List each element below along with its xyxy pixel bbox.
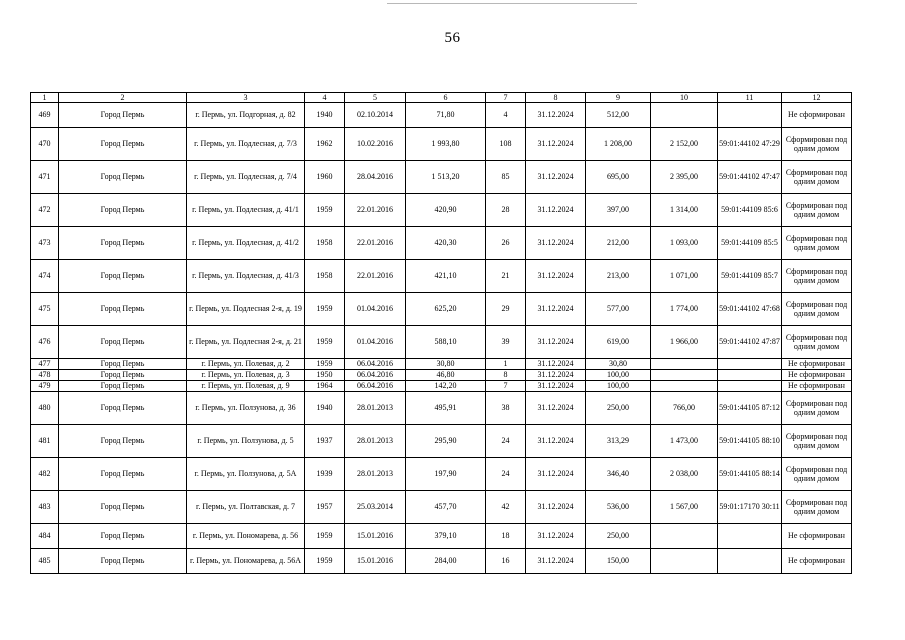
column-header-1: 1 — [31, 93, 59, 103]
municipality-cell: Город Пермь — [59, 381, 187, 392]
column-header-5: 5 — [345, 93, 406, 103]
land-area-cell — [651, 524, 718, 549]
date-cell: 22.01.2016 — [345, 260, 406, 293]
land-status-cell: Сформирован под одним домом — [782, 227, 852, 260]
column-header-2: 2 — [59, 93, 187, 103]
row-number-cell: 475 — [31, 293, 59, 326]
cadastral-number-cell: 59:01:44105 88:10 — [718, 425, 782, 458]
address-cell: г. Пермь, ул. Подлесная, д. 41/1 — [187, 194, 305, 227]
year-built-cell: 1958 — [305, 260, 345, 293]
table-row — [31, 392, 852, 425]
top-rule — [387, 3, 637, 4]
address-cell: г. Пермь, ул. Ползунова, д. 5А — [187, 458, 305, 491]
date-cell: 10.02.2016 — [345, 128, 406, 161]
land-status-cell: Сформирован под одним домом — [782, 392, 852, 425]
residents-cell: 16 — [486, 549, 526, 574]
amount-cell: 100,00 — [586, 370, 651, 381]
land-area-cell — [651, 103, 718, 128]
cadastral-number-cell — [718, 103, 782, 128]
land-status-cell: Сформирован под одним домом — [782, 161, 852, 194]
deadline-cell: 31.12.2024 — [526, 227, 586, 260]
land-area-cell: 1 071,00 — [651, 260, 718, 293]
land-area-cell — [651, 549, 718, 574]
address-cell: г. Пермь, ул. Подгорная, д. 82 — [187, 103, 305, 128]
municipality-cell: Город Пермь — [59, 458, 187, 491]
year-built-cell: 1950 — [305, 370, 345, 381]
land-status-cell: Сформирован под одним домом — [782, 491, 852, 524]
row-number-cell: 479 — [31, 381, 59, 392]
land-status-cell: Не сформирован — [782, 381, 852, 392]
land-area-cell — [651, 370, 718, 381]
column-header-7: 7 — [486, 93, 526, 103]
row-number-cell: 478 — [31, 370, 59, 381]
residents-cell: 4 — [486, 103, 526, 128]
year-built-cell: 1957 — [305, 491, 345, 524]
deadline-cell: 31.12.2024 — [526, 458, 586, 491]
address-cell: г. Пермь, ул. Подлесная, д. 7/3 — [187, 128, 305, 161]
date-cell: 28.01.2013 — [345, 392, 406, 425]
cadastral-number-cell: 59:01:44102 47:87 — [718, 326, 782, 359]
land-area-cell — [651, 381, 718, 392]
municipality-cell: Город Пермь — [59, 128, 187, 161]
date-cell: 28.04.2016 — [345, 161, 406, 194]
residents-cell: 18 — [486, 524, 526, 549]
year-built-cell: 1937 — [305, 425, 345, 458]
area-cell: 142,20 — [406, 381, 486, 392]
column-header-11: 11 — [718, 93, 782, 103]
amount-cell: 1 208,00 — [586, 128, 651, 161]
column-header-9: 9 — [586, 93, 651, 103]
cadastral-number-cell — [718, 381, 782, 392]
table-row — [31, 370, 852, 381]
cadastral-number-cell: 59:01:44109 85:7 — [718, 260, 782, 293]
row-number-cell: 472 — [31, 194, 59, 227]
land-area-cell: 2 152,00 — [651, 128, 718, 161]
row-number-cell: 473 — [31, 227, 59, 260]
date-cell: 01.04.2016 — [345, 293, 406, 326]
amount-cell: 346,40 — [586, 458, 651, 491]
date-cell: 22.01.2016 — [345, 194, 406, 227]
deadline-cell: 31.12.2024 — [526, 293, 586, 326]
address-cell: г. Пермь, ул. Пономарева, д. 56А — [187, 549, 305, 574]
residents-cell: 42 — [486, 491, 526, 524]
year-built-cell: 1964 — [305, 381, 345, 392]
cadastral-number-cell — [718, 359, 782, 370]
area-cell: 625,20 — [406, 293, 486, 326]
row-number-cell: 480 — [31, 392, 59, 425]
area-cell: 1 513,20 — [406, 161, 486, 194]
residents-cell: 39 — [486, 326, 526, 359]
land-status-cell: Сформирован под одним домом — [782, 260, 852, 293]
date-cell: 06.04.2016 — [345, 359, 406, 370]
deadline-cell: 31.12.2024 — [526, 370, 586, 381]
address-cell: г. Пермь, ул. Подлесная, д. 7/4 — [187, 161, 305, 194]
row-number-cell: 469 — [31, 103, 59, 128]
column-header-3: 3 — [187, 93, 305, 103]
address-cell: г. Пермь, ул. Подлесная 2-я, д. 19 — [187, 293, 305, 326]
area-cell: 421,10 — [406, 260, 486, 293]
land-area-cell: 1 314,00 — [651, 194, 718, 227]
table-row — [31, 293, 852, 326]
table-row — [31, 549, 852, 574]
table-row — [31, 128, 852, 161]
land-area-cell: 2 038,00 — [651, 458, 718, 491]
amount-cell: 313,29 — [586, 425, 651, 458]
row-number-cell: 482 — [31, 458, 59, 491]
address-cell: г. Пермь, ул. Подлесная 2-я, д. 21 — [187, 326, 305, 359]
date-cell: 22.01.2016 — [345, 227, 406, 260]
table-row — [31, 425, 852, 458]
address-cell: г. Пермь, ул. Полевая, д. 2 — [187, 359, 305, 370]
land-status-cell: Не сформирован — [782, 359, 852, 370]
land-status-cell: Не сформирован — [782, 524, 852, 549]
date-cell: 15.01.2016 — [345, 549, 406, 574]
year-built-cell: 1960 — [305, 161, 345, 194]
amount-cell: 100,00 — [586, 381, 651, 392]
deadline-cell: 31.12.2024 — [526, 381, 586, 392]
cadastral-number-cell — [718, 370, 782, 381]
deadline-cell: 31.12.2024 — [526, 491, 586, 524]
year-built-cell: 1939 — [305, 458, 345, 491]
cadastral-number-cell: 59:01:44102 47:68 — [718, 293, 782, 326]
amount-cell: 512,00 — [586, 103, 651, 128]
area-cell: 457,70 — [406, 491, 486, 524]
land-area-cell: 1 567,00 — [651, 491, 718, 524]
land-area-cell: 766,00 — [651, 392, 718, 425]
amount-cell: 250,00 — [586, 392, 651, 425]
residents-cell: 38 — [486, 392, 526, 425]
address-cell: г. Пермь, ул. Полевая, д. 9 — [187, 381, 305, 392]
year-built-cell: 1959 — [305, 326, 345, 359]
table-row — [31, 103, 852, 128]
table-row — [31, 260, 852, 293]
row-number-cell: 476 — [31, 326, 59, 359]
deadline-cell: 31.12.2024 — [526, 103, 586, 128]
year-built-cell: 1940 — [305, 103, 345, 128]
date-cell: 06.04.2016 — [345, 381, 406, 392]
column-header-12: 12 — [782, 93, 852, 103]
amount-cell: 536,00 — [586, 491, 651, 524]
cadastral-number-cell: 59:01:44105 88:14 — [718, 458, 782, 491]
deadline-cell: 31.12.2024 — [526, 161, 586, 194]
table-body — [31, 93, 852, 574]
cadastral-number-cell — [718, 549, 782, 574]
deadline-cell: 31.12.2024 — [526, 194, 586, 227]
year-built-cell: 1959 — [305, 549, 345, 574]
municipality-cell: Город Пермь — [59, 326, 187, 359]
column-header-10: 10 — [651, 93, 718, 103]
cadastral-number-cell: 59:01:44102 47:47 — [718, 161, 782, 194]
date-cell: 01.04.2016 — [345, 326, 406, 359]
cadastral-number-cell: 59:01:44102 47:29 — [718, 128, 782, 161]
date-cell: 25.03.2014 — [345, 491, 406, 524]
municipality-cell: Город Пермь — [59, 549, 187, 574]
row-number-cell: 483 — [31, 491, 59, 524]
residents-cell: 26 — [486, 227, 526, 260]
address-cell: г. Пермь, ул. Подлесная, д. 41/3 — [187, 260, 305, 293]
municipality-cell: Город Пермь — [59, 524, 187, 549]
land-status-cell: Сформирован под одним домом — [782, 458, 852, 491]
address-cell: г. Пермь, ул. Полтавская, д. 7 — [187, 491, 305, 524]
land-area-cell: 1 774,00 — [651, 293, 718, 326]
date-cell: 02.10.2014 — [345, 103, 406, 128]
residents-cell: 24 — [486, 458, 526, 491]
residents-cell: 8 — [486, 370, 526, 381]
area-cell: 71,80 — [406, 103, 486, 128]
housing-register-table — [30, 92, 852, 574]
table-row — [31, 524, 852, 549]
land-area-cell — [651, 359, 718, 370]
municipality-cell: Город Пермь — [59, 491, 187, 524]
amount-cell: 619,00 — [586, 326, 651, 359]
year-built-cell: 1959 — [305, 524, 345, 549]
residents-cell: 21 — [486, 260, 526, 293]
residents-cell: 29 — [486, 293, 526, 326]
deadline-cell: 31.12.2024 — [526, 359, 586, 370]
amount-cell: 695,00 — [586, 161, 651, 194]
table-row — [31, 227, 852, 260]
residents-cell: 7 — [486, 381, 526, 392]
amount-cell: 250,00 — [586, 524, 651, 549]
land-area-cell: 1 473,00 — [651, 425, 718, 458]
area-cell: 588,10 — [406, 326, 486, 359]
column-header-8: 8 — [526, 93, 586, 103]
year-built-cell: 1959 — [305, 293, 345, 326]
amount-cell: 212,00 — [586, 227, 651, 260]
table-row — [31, 326, 852, 359]
municipality-cell: Город Пермь — [59, 103, 187, 128]
cadastral-number-cell: 59:01:44109 85:6 — [718, 194, 782, 227]
year-built-cell: 1940 — [305, 392, 345, 425]
table-row — [31, 491, 852, 524]
table-row — [31, 458, 852, 491]
land-status-cell: Сформирован под одним домом — [782, 326, 852, 359]
area-cell: 295,90 — [406, 425, 486, 458]
area-cell: 284,00 — [406, 549, 486, 574]
row-number-cell: 481 — [31, 425, 59, 458]
deadline-cell: 31.12.2024 — [526, 392, 586, 425]
land-status-cell: Сформирован под одним домом — [782, 425, 852, 458]
row-number-cell: 471 — [31, 161, 59, 194]
land-area-cell: 2 395,00 — [651, 161, 718, 194]
amount-cell: 30,80 — [586, 359, 651, 370]
table-row — [31, 359, 852, 370]
land-area-cell: 1 093,00 — [651, 227, 718, 260]
address-cell: г. Пермь, ул. Ползунова, д. 5 — [187, 425, 305, 458]
area-cell: 197,90 — [406, 458, 486, 491]
year-built-cell: 1959 — [305, 194, 345, 227]
land-status-cell: Сформирован под одним домом — [782, 128, 852, 161]
municipality-cell: Город Пермь — [59, 293, 187, 326]
row-number-cell: 485 — [31, 549, 59, 574]
land-status-cell: Не сформирован — [782, 370, 852, 381]
land-status-cell: Не сформирован — [782, 103, 852, 128]
page-number: 56 — [444, 30, 461, 46]
amount-cell: 577,00 — [586, 293, 651, 326]
address-cell: г. Пермь, ул. Ползунова, д. 36 — [187, 392, 305, 425]
municipality-cell: Город Пермь — [59, 260, 187, 293]
area-cell: 30,80 — [406, 359, 486, 370]
deadline-cell: 31.12.2024 — [526, 549, 586, 574]
deadline-cell: 31.12.2024 — [526, 326, 586, 359]
municipality-cell: Город Пермь — [59, 359, 187, 370]
row-number-cell: 477 — [31, 359, 59, 370]
amount-cell: 150,00 — [586, 549, 651, 574]
land-status-cell: Не сформирован — [782, 549, 852, 574]
municipality-cell: Город Пермь — [59, 370, 187, 381]
area-cell: 1 993,80 — [406, 128, 486, 161]
deadline-cell: 31.12.2024 — [526, 425, 586, 458]
row-number-cell: 474 — [31, 260, 59, 293]
municipality-cell: Город Пермь — [59, 425, 187, 458]
municipality-cell: Город Пермь — [59, 194, 187, 227]
year-built-cell: 1959 — [305, 359, 345, 370]
area-cell: 46,80 — [406, 370, 486, 381]
land-status-cell: Сформирован под одним домом — [782, 293, 852, 326]
row-number-cell: 470 — [31, 128, 59, 161]
cadastral-number-cell — [718, 524, 782, 549]
deadline-cell: 31.12.2024 — [526, 524, 586, 549]
deadline-cell: 31.12.2024 — [526, 260, 586, 293]
date-cell: 06.04.2016 — [345, 370, 406, 381]
land-status-cell: Сформирован под одним домом — [782, 194, 852, 227]
area-cell: 420,90 — [406, 194, 486, 227]
table-row — [31, 161, 852, 194]
table-row — [31, 381, 852, 392]
municipality-cell: Город Пермь — [59, 227, 187, 260]
year-built-cell: 1958 — [305, 227, 345, 260]
residents-cell: 28 — [486, 194, 526, 227]
address-cell: г. Пермь, ул. Полевая, д. 3 — [187, 370, 305, 381]
residents-cell: 1 — [486, 359, 526, 370]
table-row — [31, 194, 852, 227]
cadastral-number-cell: 59:01:44109 85:5 — [718, 227, 782, 260]
municipality-cell: Город Пермь — [59, 161, 187, 194]
deadline-cell: 31.12.2024 — [526, 128, 586, 161]
column-header-6: 6 — [406, 93, 486, 103]
date-cell: 15.01.2016 — [345, 524, 406, 549]
address-cell: г. Пермь, ул. Подлесная, д. 41/2 — [187, 227, 305, 260]
cadastral-number-cell: 59:01:17170 30:11 — [718, 491, 782, 524]
residents-cell: 108 — [486, 128, 526, 161]
land-area-cell: 1 966,00 — [651, 326, 718, 359]
cadastral-number-cell: 59:01:44105 87:12 — [718, 392, 782, 425]
address-cell: г. Пермь, ул. Пономарева, д. 56 — [187, 524, 305, 549]
area-cell: 379,10 — [406, 524, 486, 549]
row-number-cell: 484 — [31, 524, 59, 549]
amount-cell: 213,00 — [586, 260, 651, 293]
header-row — [31, 93, 852, 103]
date-cell: 28.01.2013 — [345, 458, 406, 491]
municipality-cell: Город Пермь — [59, 392, 187, 425]
amount-cell: 397,00 — [586, 194, 651, 227]
date-cell: 28.01.2013 — [345, 425, 406, 458]
area-cell: 495,91 — [406, 392, 486, 425]
year-built-cell: 1962 — [305, 128, 345, 161]
column-header-4: 4 — [305, 93, 345, 103]
area-cell: 420,30 — [406, 227, 486, 260]
residents-cell: 24 — [486, 425, 526, 458]
residents-cell: 85 — [486, 161, 526, 194]
